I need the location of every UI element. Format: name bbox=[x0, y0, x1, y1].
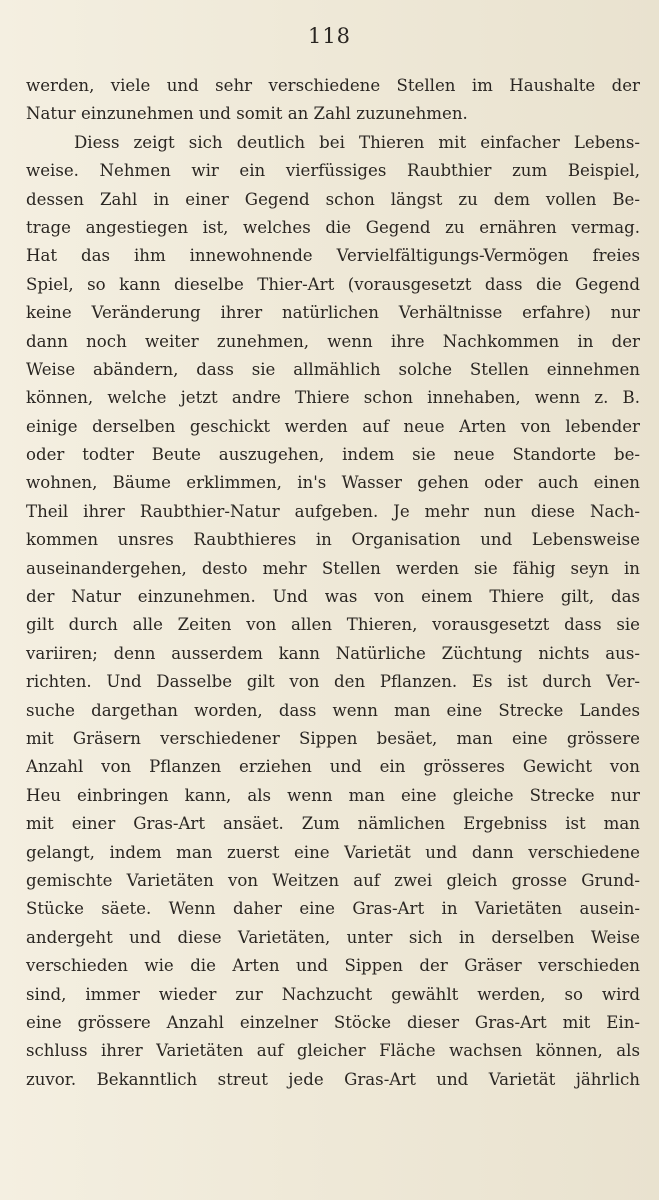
text-line: sind, immer wieder zur Nachzucht gewählt werden, so wird bbox=[26, 984, 640, 1004]
text-line: trage angestiegen ist, welches die Gegend zu ernähren vermag. bbox=[26, 217, 640, 237]
text-line: weise. Nehmen wir ein vierfüssiges Raubthier zum Beispiel, bbox=[26, 161, 640, 181]
text-line: gelangt, indem man zuerst eine Varietät und dann verschiedene bbox=[26, 842, 640, 862]
text-line: Heu einbringen kann, als wenn man eine gleiche Strecke nur bbox=[26, 785, 640, 805]
text-line: gemischte Varietäten von Weitzen auf zwei gleich grosse Grund- bbox=[26, 870, 640, 890]
text-line: dessen Zahl in einer Gegend schon längst zu dem vollen Be- bbox=[26, 189, 640, 209]
text-line: Natur einzunehmen und somit an Zahl zuzunehmen. bbox=[26, 104, 468, 124]
text-line: der Natur einzunehmen. Und was von einem Thiere gilt, das bbox=[26, 587, 640, 607]
text-line: Anzahl von Pflanzen erziehen und ein grösseres Gewicht von bbox=[26, 757, 640, 777]
text-line: oder todter Beute auszugehen, indem sie neue Standorte be- bbox=[26, 445, 640, 465]
text-line: mit Gräsern verschiedener Sippen besäet, man eine grössere bbox=[26, 728, 640, 748]
body-text bbox=[26, 72, 640, 1094]
text-line: verschieden wie die Arten und Sippen der Gräser verschieden bbox=[26, 956, 640, 976]
text-line: Hat das ihm innewohnende Vervielfältigungs-Vermögen freies bbox=[26, 246, 640, 266]
text-line: können, welche jetzt andre Thiere schon innehaben, wenn z. B. bbox=[26, 388, 640, 408]
text-line: Weise abändern, dass sie allmählich solche Stellen einnehmen bbox=[26, 359, 640, 379]
text-line: eine grössere Anzahl einzelner Stöcke dieser Gras-Art mit Ein- bbox=[26, 1012, 640, 1032]
text-line: variiren; denn ausserdem kann Natürliche Züchtung nichts aus- bbox=[26, 643, 640, 663]
text-line: schluss ihrer Varietäten auf gleicher Fläche wachsen können, als bbox=[26, 1041, 640, 1061]
text-line: gilt durch alle Zeiten von allen Thieren, vorausgesetzt dass sie bbox=[26, 615, 640, 635]
text-line: Diess zeigt sich deutlich bei Thieren mit einfacher Lebens- bbox=[74, 132, 640, 152]
text-line: andergeht und diese Varietäten, unter sich in derselben Weise bbox=[26, 927, 640, 947]
text-line: wohnen, Bäume erklimmen, in's Wasser gehen oder auch einen bbox=[26, 473, 640, 493]
text-line: kommen unsres Raubthieres in Organisation und Lebensweise bbox=[26, 530, 640, 550]
text-line: suche dargethan worden, dass wenn man eine Strecke Landes bbox=[26, 700, 640, 720]
text-line: mit einer Gras-Art ansäet. Zum nämlichen Ergebniss ist man bbox=[26, 814, 640, 834]
text-line: dann noch weiter zunehmen, wenn ihre Nachkommen in der bbox=[26, 331, 640, 351]
text-line: Spiel, so kann dieselbe Thier-Art (vorausgesetzt dass die Gegend bbox=[26, 274, 640, 294]
text-line: auseinandergehen, desto mehr Stellen werden sie fähig seyn in bbox=[26, 558, 640, 578]
text-line: werden, viele und sehr verschiedene Stellen im Haushalte der bbox=[26, 76, 640, 95]
text-line: Theil ihrer Raubthier-Natur aufgeben. Je mehr nun diese Nach- bbox=[26, 501, 640, 521]
text-line: Stücke säete. Wenn daher eine Gras-Art in Varietäten ausein- bbox=[26, 899, 640, 919]
page-number: 118 bbox=[307, 24, 352, 48]
text-line: einige derselben geschickt werden auf neue Arten von lebender bbox=[26, 416, 640, 436]
text-line: keine Veränderung ihrer natürlichen Verhältnisse erfahre) nur bbox=[26, 303, 640, 323]
text-line: zuvor. Bekanntlich streut jede Gras-Art und Varietät jährlich bbox=[26, 1069, 640, 1089]
text-line: richten. Und Dasselbe gilt von den Pflanzen. Es ist durch Ver- bbox=[26, 672, 640, 692]
